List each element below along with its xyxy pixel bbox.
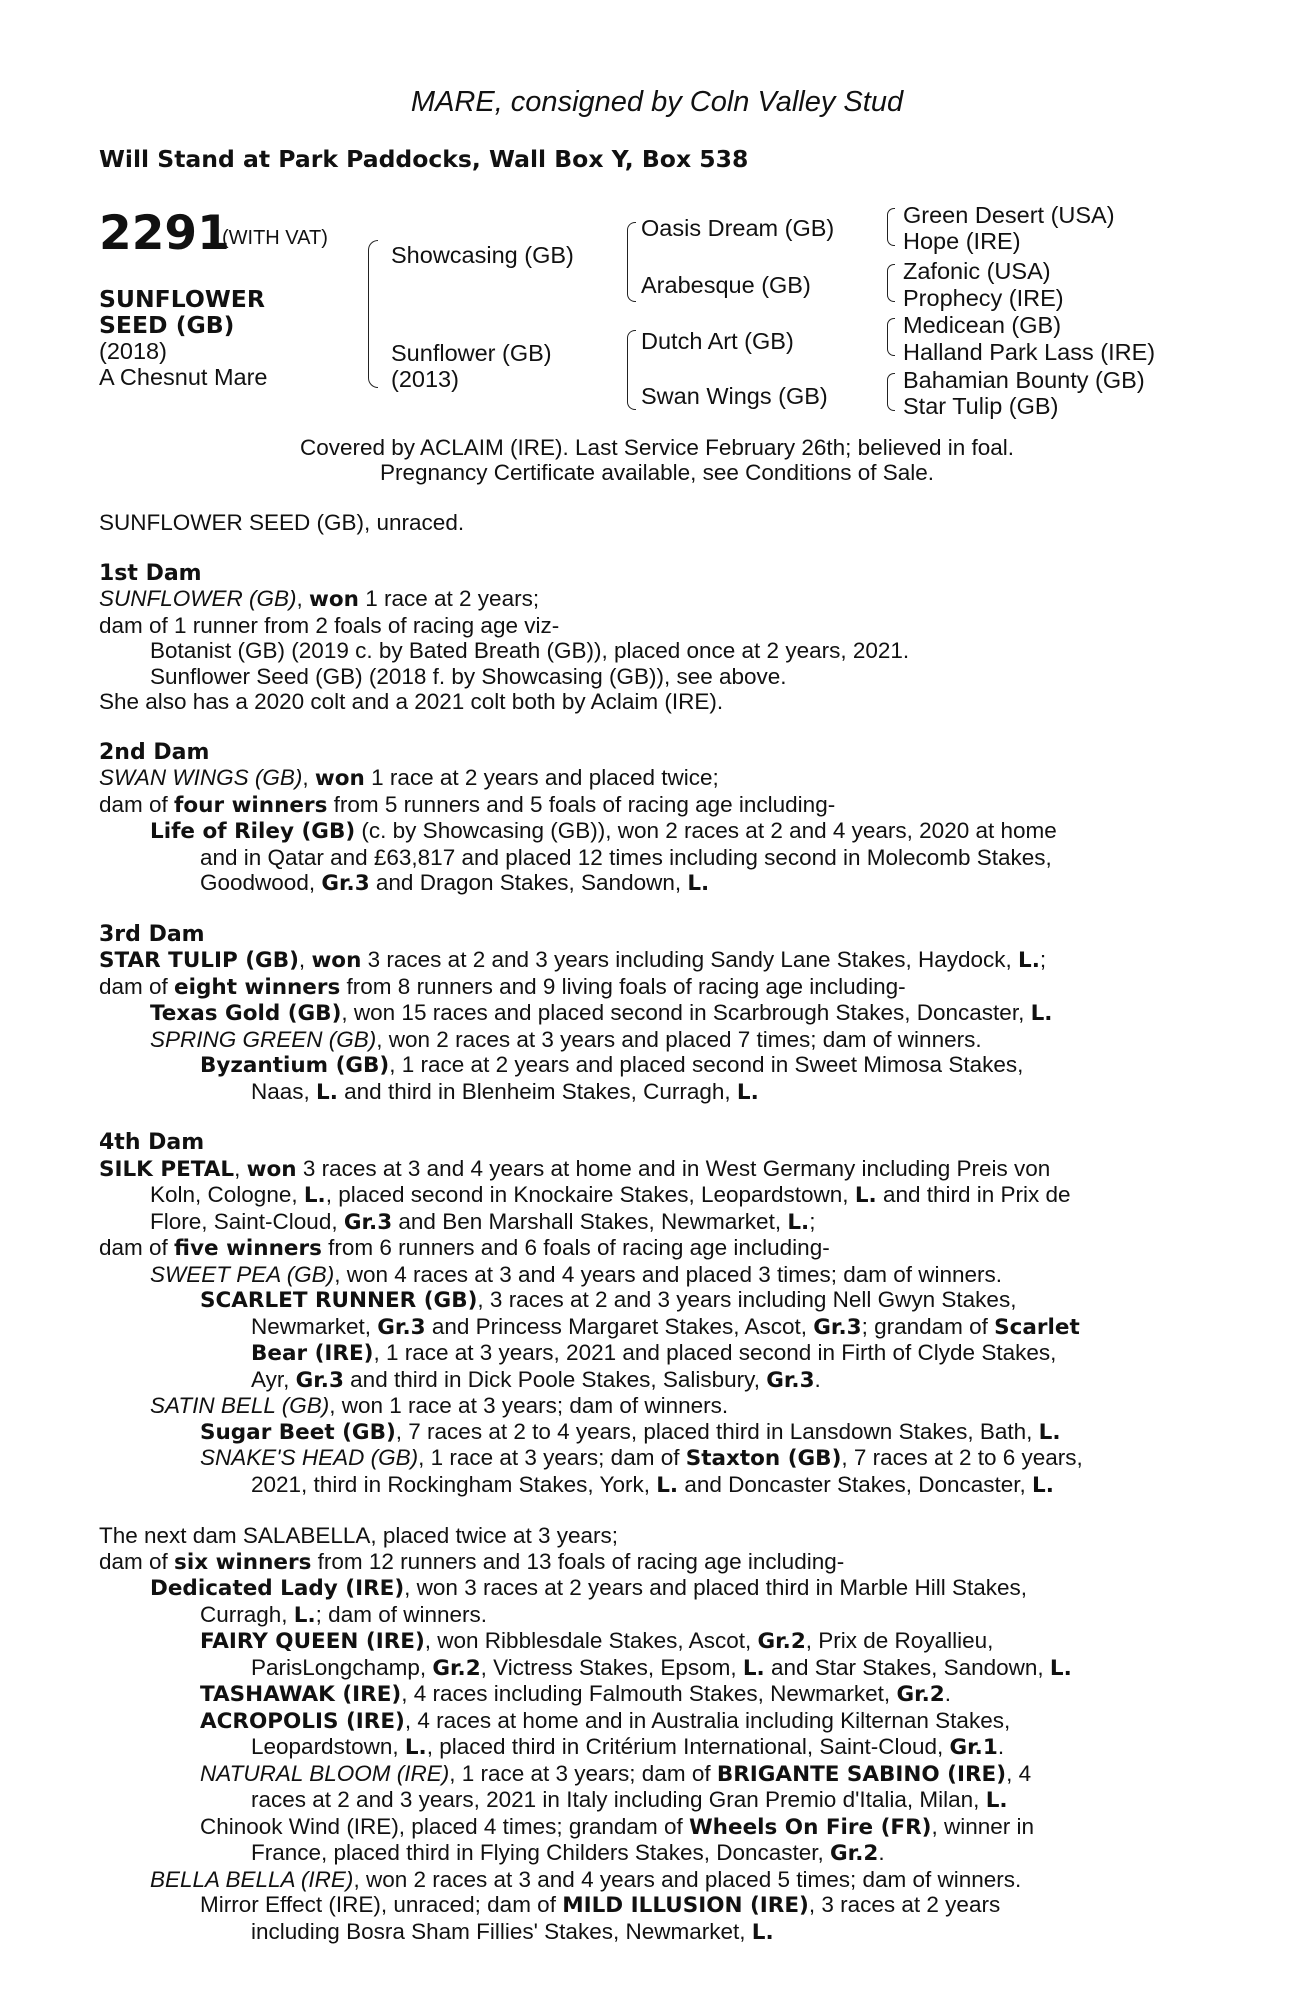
- dam3-line4: SPRING GREEN (GB), won 2 races at 3 years and placed 7 times; dam of winners.: [150, 1026, 982, 1052]
- dam4-line1: SILK PETAL, won 3 races at 3 and 4 years at home and in West Germany including Preis von: [99, 1155, 1051, 1182]
- dam-dam: Swan Wings (GB): [641, 383, 828, 409]
- dam2-line1: SWAN WINGS (GB), won 1 race at 2 years and placed twice;: [99, 765, 719, 791]
- dam4-line10: SATIN BELL (GB), won 1 race at 3 years; dam of winners.: [150, 1393, 729, 1418]
- next-dam-line2: dam of six winners from 12 runners and 13 foals of racing age including-: [99, 1548, 845, 1575]
- brace-g56: [887, 318, 895, 356]
- dam2-line2: dam of four winners from 5 runners and 5 foals of racing age including-: [99, 791, 836, 818]
- dam3-line1: STAR TULIP (GB), won 3 races at 2 and 3 years including Sandy Lane Stakes, Haydock, L.;: [99, 947, 1047, 973]
- brace-g34: [887, 264, 895, 302]
- next-dam-line15: Mirror Effect (IRE), unraced; dam of MILD ILLUSION (IRE), 3 races at 2 years: [200, 1892, 1001, 1918]
- dam4-line6: SCARLET RUNNER (GB), 3 races at 2 and 3 years including Nell Gwyn Stakes,: [200, 1287, 1017, 1313]
- dam-year: (2013): [391, 366, 459, 392]
- dam4-line3: Flore, Saint-Cloud, Gr.3 and Ben Marshall Stakes, Newmarket, L.;: [150, 1208, 816, 1235]
- dam4-line13: 2021, third in Rockingham Stakes, York, L. and Doncaster Stakes, Doncaster, L.: [251, 1471, 1054, 1498]
- next-dam-line12: Chinook Wind (IRE), placed 4 times; grandam of Wheels On Fire (FR), winner in: [200, 1813, 1035, 1840]
- next-dam-line6: ParisLongchamp, Gr.2, Victress Stakes, Epsom, L. and Star Stakes, Sandown, L.: [251, 1654, 1072, 1681]
- gg-4: Prophecy (IRE): [903, 285, 1064, 311]
- dam2-heading: 2nd Dam: [99, 739, 210, 765]
- dam4-line5: SWEET PEA (GB), won 4 races at 3 and 4 years and placed 3 times; dam of winners.: [150, 1261, 1003, 1287]
- sire-sire: Oasis Dream (GB): [641, 215, 835, 241]
- gg-5: Medicean (GB): [903, 312, 1062, 338]
- next-dam-line16: including Bosra Sham Fillies' Stakes, Newmarket, L.: [251, 1918, 774, 1945]
- horse-description: A Chesnut Mare: [99, 364, 268, 390]
- gg-8: Star Tulip (GB): [903, 393, 1059, 419]
- brace-dam: [627, 330, 636, 410]
- brace-g78: [887, 373, 895, 411]
- covered-line2: Pregnancy Certificate available, see Conditions of Sale.: [379, 460, 935, 485]
- next-dam-line8: ACROPOLIS (IRE), 4 races at home and in Australia including Kilternan Stakes,: [200, 1707, 1011, 1734]
- sire-name: Showcasing (GB): [391, 242, 574, 268]
- gg-2: Hope (IRE): [903, 228, 1021, 254]
- dam4-line9: Ayr, Gr.3 and third in Dick Poole Stakes, Salisbury, Gr.3.: [251, 1366, 821, 1393]
- dam4-line11: Sugar Beet (GB), 7 races at 2 to 4 years, placed third in Lansdown Stakes, Bath, L.: [200, 1418, 1061, 1445]
- dam1-line2: dam of 1 runner from 2 foals of racing age viz-: [99, 612, 560, 638]
- dam4-heading: 4th Dam: [99, 1130, 205, 1155]
- dam2-line3: Life of Riley (GB) (c. by Showcasing (GB)), won 2 races at 2 and 4 years, 2020 at home: [150, 818, 1057, 844]
- dam3-heading: 3rd Dam: [99, 921, 205, 947]
- gg-7: Bahamian Bounty (GB): [903, 367, 1145, 393]
- next-dam-line10: NATURAL BLOOM (IRE), 1 race at 3 years; dam of BRIGANTE SABINO (IRE), 4: [200, 1760, 1032, 1787]
- dam3-line5: Byzantium (GB), 1 race at 2 years and placed second in Sweet Mimosa Stakes,: [200, 1052, 1024, 1078]
- dam4-line2: Koln, Cologne, L., placed second in Knockaire Stakes, Leopardstown, L. and third in Prix de: [150, 1182, 1071, 1208]
- brace-g12: [887, 208, 895, 246]
- dam1-line1: SUNFLOWER (GB), won 1 race at 2 years;: [99, 586, 540, 612]
- dam1-line5: She also has a 2020 colt and a 2021 colt both by Aclaim (IRE).: [99, 689, 724, 714]
- horse-name-line1: SUNFLOWER: [99, 285, 265, 313]
- gg-3: Zafonic (USA): [903, 258, 1051, 284]
- dam1-progeny-1: Botanist (GB) (2019 c. by Bated Breath (GB)), placed once at 2 years, 2021.: [150, 638, 910, 663]
- next-dam-line1: The next dam SALABELLA, placed twice at 3 years;: [99, 1523, 619, 1548]
- next-dam-line3: Dedicated Lady (IRE), won 3 races at 2 years and placed third in Marble Hill Stakes,: [150, 1575, 1027, 1601]
- next-dam-line7: TASHAWAK (IRE), 4 races including Falmouth Stakes, Newmarket, Gr.2.: [200, 1681, 952, 1707]
- dam4-line4: dam of five winners from 6 runners and 6 foals of racing age including-: [99, 1235, 830, 1261]
- dam-name: Sunflower (GB): [391, 340, 552, 366]
- next-dam-line13: France, placed third in Flying Childers Stakes, Doncaster, Gr.2.: [251, 1840, 885, 1866]
- next-dam-line4: Curragh, L.; dam of winners.: [200, 1601, 487, 1628]
- catalogue-body: [99, 510, 1199, 1945]
- intro-line: SUNFLOWER SEED (GB), unraced.: [99, 510, 465, 535]
- dam1-heading: 1st Dam: [99, 560, 202, 586]
- sire-dam: Arabesque (GB): [641, 272, 811, 298]
- lot-number: 2291: [99, 206, 230, 261]
- brace-sire: [627, 222, 636, 302]
- dam4-line12: SNAKE'S HEAD (GB), 1 race at 3 years; dam of Staxton (GB), 7 races at 2 to 6 years,: [200, 1445, 1083, 1471]
- horse-name-line2: SEED (GB): [99, 311, 235, 339]
- next-dam-line14: BELLA BELLA (IRE), won 2 races at 3 and 4 years and placed 5 times; dam of winners.: [150, 1866, 1022, 1892]
- dam2-line4: and in Qatar and £63,817 and placed 12 times including second in Molecomb Stakes,: [200, 844, 1052, 870]
- next-dam-line9: Leopardstown, L., placed third in Critérium International, Saint-Cloud, Gr.1.: [251, 1734, 1005, 1760]
- dam3-line6: Naas, L. and third in Blenheim Stakes, Curragh, L.: [251, 1078, 759, 1105]
- covered-line1: Covered by ACLAIM (IRE). Last Service February 26th; believed in foal.: [299, 435, 1015, 460]
- dam2-line5: Goodwood, Gr.3 and Dragon Stakes, Sandown, L.: [200, 870, 710, 896]
- stand-location: Will Stand at Park Paddocks, Wall Box Y, Box 538: [99, 145, 749, 173]
- dam4-line7: Newmarket, Gr.3 and Princess Margaret Stakes, Ascot, Gr.3; grandam of Scarlet: [251, 1313, 1080, 1340]
- brace-gen1: [368, 240, 378, 388]
- gg-1: Green Desert (USA): [903, 202, 1115, 228]
- dam3-line3: Texas Gold (GB), won 15 races and placed second in Scarbrough Stakes, Doncaster, L.: [150, 1000, 1053, 1026]
- dam-sire: Dutch Art (GB): [641, 328, 794, 354]
- consignment-title: MARE, consigned by Coln Valley Stud: [410, 86, 904, 118]
- next-dam-line5: FAIRY QUEEN (IRE), won Ribblesdale Stakes, Ascot, Gr.2, Prix de Royallieu,: [200, 1628, 994, 1654]
- horse-year: (2018): [99, 338, 167, 364]
- next-dam-line11: races at 2 and 3 years, 2021 in Italy including Gran Premio d'Italia, Milan, L.: [251, 1787, 1008, 1813]
- dam3-line2: dam of eight winners from 8 runners and 9 living foals of racing age including-: [99, 973, 906, 1000]
- gg-6: Halland Park Lass (IRE): [903, 339, 1156, 365]
- vat-note: (WITH VAT): [222, 227, 328, 249]
- dam4-line8: Bear (IRE), 1 race at 3 years, 2021 and placed second in Firth of Clyde Stakes,: [251, 1340, 1057, 1366]
- dam1-progeny-2: Sunflower Seed (GB) (2018 f. by Showcasing (GB)), see above.: [150, 663, 787, 689]
